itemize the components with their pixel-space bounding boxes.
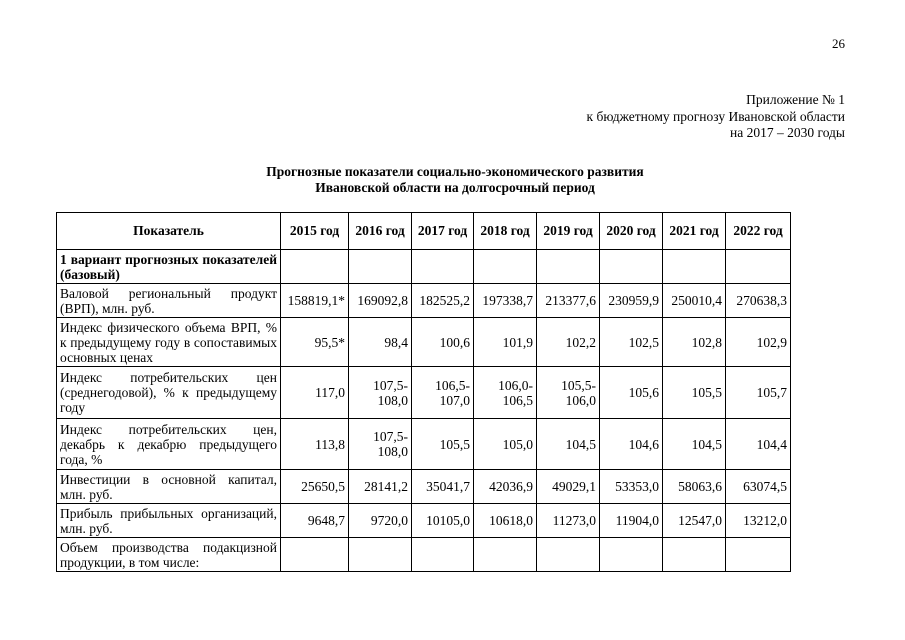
header-year: 2016 год — [349, 213, 412, 250]
indicator-name: Индекс физического объема ВРП, % к предыдущему году в сопоставимых основных ценах — [57, 318, 281, 367]
header-year: 2019 год — [537, 213, 600, 250]
value-cell: 106,0-106,5 — [474, 367, 537, 419]
value-cell: 105,5-106,0 — [537, 367, 600, 419]
indicator-name: 1 вариант прогнозных показателей (базовый) — [57, 250, 281, 284]
header-indicator: Показатель — [57, 213, 281, 250]
value-cell: 182525,2 — [412, 284, 474, 318]
value-cell: 107,5-108,0 — [349, 367, 412, 419]
value-cell — [474, 250, 537, 284]
value-cell: 105,0 — [474, 419, 537, 470]
table-row — [57, 419, 791, 470]
value-cell: 10618,0 — [474, 504, 537, 538]
header-year: 2022 год — [726, 213, 791, 250]
value-cell — [412, 250, 474, 284]
value-cell: 100,6 — [412, 318, 474, 367]
value-cell: 105,5 — [412, 419, 474, 470]
value-cell: 213377,6 — [537, 284, 600, 318]
value-cell: 63074,5 — [726, 470, 791, 504]
value-cell: 13212,0 — [726, 504, 791, 538]
value-cell: 270638,3 — [726, 284, 791, 318]
value-cell: 230959,9 — [600, 284, 663, 318]
header-year: 2018 год — [474, 213, 537, 250]
document-title — [60, 164, 850, 196]
value-cell — [281, 538, 349, 572]
appendix-line-1: Приложение № 1 — [746, 92, 845, 107]
value-cell: 10105,0 — [412, 504, 474, 538]
value-cell — [663, 250, 726, 284]
value-cell — [600, 250, 663, 284]
appendix-line-2: к бюджетному прогнозу Ивановской области — [586, 108, 845, 124]
value-cell: 9648,7 — [281, 504, 349, 538]
value-cell — [474, 538, 537, 572]
appendix-line-3: на 2017 – 2030 годы — [730, 125, 845, 140]
table-row — [57, 504, 791, 538]
value-cell: 11904,0 — [600, 504, 663, 538]
value-cell: 58063,6 — [663, 470, 726, 504]
value-cell: 49029,1 — [537, 470, 600, 504]
header-year: 2017 год — [412, 213, 474, 250]
indicator-name: Инвестиции в основной капитал, млн. руб. — [57, 470, 281, 504]
table-row — [57, 250, 791, 284]
title-line-2: Ивановской области на долгосрочный период — [315, 180, 595, 195]
table-row — [57, 470, 791, 504]
value-cell: 104,4 — [726, 419, 791, 470]
header-year: 2020 год — [600, 213, 663, 250]
value-cell: 113,8 — [281, 419, 349, 470]
value-cell: 53353,0 — [600, 470, 663, 504]
value-cell: 102,8 — [663, 318, 726, 367]
value-cell: 12547,0 — [663, 504, 726, 538]
value-cell: 104,6 — [600, 419, 663, 470]
value-cell: 42036,9 — [474, 470, 537, 504]
table-row — [57, 318, 791, 367]
table-row — [57, 284, 791, 318]
value-cell: 105,5 — [663, 367, 726, 419]
table-row — [57, 538, 791, 572]
title-line-1: Прогнозные показатели социально-экономического развития — [266, 164, 644, 179]
value-cell: 102,2 — [537, 318, 600, 367]
value-cell — [726, 538, 791, 572]
value-cell: 35041,7 — [412, 470, 474, 504]
value-cell: 98,4 — [349, 318, 412, 367]
value-cell: 169092,8 — [349, 284, 412, 318]
value-cell: 102,5 — [600, 318, 663, 367]
value-cell: 102,9 — [726, 318, 791, 367]
value-cell: 106,5-107,0 — [412, 367, 474, 419]
value-cell: 104,5 — [537, 419, 600, 470]
indicators-table — [56, 212, 791, 572]
page-number: 26 — [832, 36, 845, 51]
header-year: 2021 год — [663, 213, 726, 250]
value-cell: 11273,0 — [537, 504, 600, 538]
value-cell: 25650,5 — [281, 470, 349, 504]
value-cell: 107,5-108,0 — [349, 419, 412, 470]
value-cell — [663, 538, 726, 572]
value-cell — [537, 538, 600, 572]
value-cell: 9720,0 — [349, 504, 412, 538]
header-year: 2015 год — [281, 213, 349, 250]
value-cell: 197338,7 — [474, 284, 537, 318]
value-cell — [349, 538, 412, 572]
value-cell: 105,6 — [600, 367, 663, 419]
value-cell: 28141,2 — [349, 470, 412, 504]
appendix-header — [587, 92, 845, 142]
indicator-name: Индекс потребительских цен (среднегодовой), % к предыдущему году — [57, 367, 281, 419]
value-cell: 101,9 — [474, 318, 537, 367]
value-cell — [412, 538, 474, 572]
indicator-name: Объем производства подакцизной продукции, в том числе: — [57, 538, 281, 572]
value-cell — [349, 250, 412, 284]
value-cell: 250010,4 — [663, 284, 726, 318]
value-cell — [600, 538, 663, 572]
value-cell: 105,7 — [726, 367, 791, 419]
value-cell — [281, 250, 349, 284]
value-cell: 95,5* — [281, 318, 349, 367]
indicator-name: Индекс потребительских цен, декабрь к декабрю предыдущего года, % — [57, 419, 281, 470]
value-cell: 117,0 — [281, 367, 349, 419]
value-cell — [537, 250, 600, 284]
indicator-name: Прибыль прибыльных организаций, млн. руб. — [57, 504, 281, 538]
value-cell: 158819,1* — [281, 284, 349, 318]
table-header-row — [57, 213, 791, 250]
table-row — [57, 367, 791, 419]
value-cell — [726, 250, 791, 284]
indicator-name: Валовой региональный продукт (ВРП), млн. руб. — [57, 284, 281, 318]
value-cell: 104,5 — [663, 419, 726, 470]
